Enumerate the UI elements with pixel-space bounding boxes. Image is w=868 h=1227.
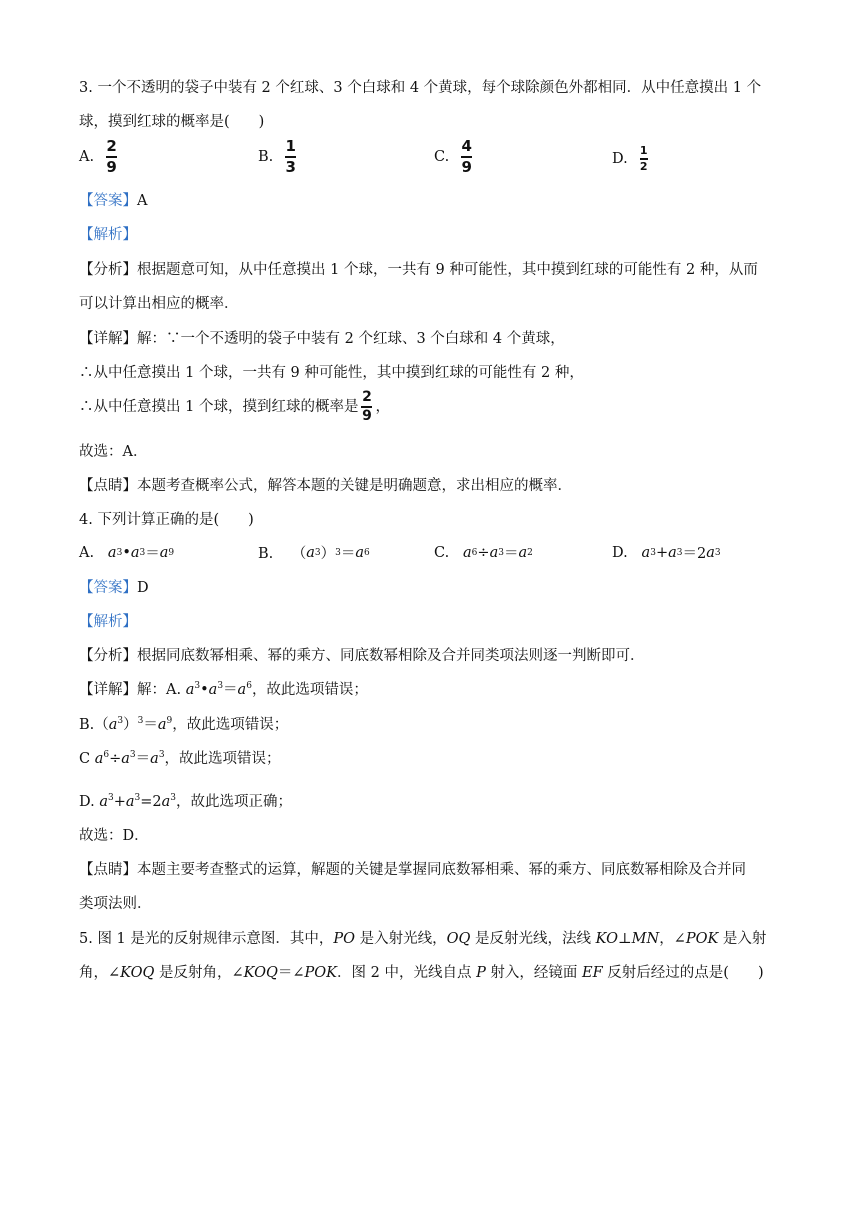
math-oq: OQ <box>446 931 471 947</box>
q3-fenxi-line2: 可以计算出相应的概率． <box>79 296 239 312</box>
q5-stem-line2 <box>79 961 764 982</box>
fenxi-text: 根据题意可知，从中任意摸出 1 个球，一共有 9 种可能性，其中摸到红球的可能性有 2 种，从而 <box>137 262 758 278</box>
fraction-denominator: 9 <box>106 157 117 176</box>
q3-choose: 故选：A． <box>79 444 148 460</box>
q3-xiangjie-line1 <box>79 327 565 348</box>
perp-symbol: ⊥ <box>618 931 632 947</box>
math-p: P <box>476 965 486 981</box>
b-comment: ，故此选项错误； <box>172 717 289 733</box>
xiangjie-tag: 【详解】 <box>79 682 137 698</box>
q4-analysis-tag: 【解析】 <box>79 614 137 630</box>
fraction-denominator: 9 <box>362 407 372 424</box>
option-label: B. <box>258 148 274 165</box>
step3-text: ∴从中任意摸出 1 个球，摸到红球的概率是 <box>79 398 359 415</box>
math-po: PO <box>333 931 356 947</box>
q3-option-a <box>79 138 117 176</box>
dianjing-text: 本题主要考查整式的运算，解题的关键是掌握同底数幂相乘、幂的乘方、同底数幂相除及合并同 <box>137 862 746 878</box>
math-pok: POK <box>304 965 337 981</box>
answer-tag: 【答案】 <box>79 580 137 596</box>
fraction-denominator: 9 <box>461 157 472 176</box>
fraction-numerator: 4 <box>461 137 472 155</box>
q3-answer <box>79 189 147 210</box>
text: 角，∠ <box>79 965 121 981</box>
text: 是反射角，∠ <box>154 965 244 981</box>
text: 射入，经镜面 <box>485 965 583 981</box>
c-comment: ，故此选项错误； <box>164 751 281 767</box>
math-koq: KOQ <box>243 965 278 981</box>
q4-fenxi <box>79 644 645 665</box>
q3-analysis-tag: 【解析】 <box>79 227 137 243</box>
math-ko: KO <box>595 931 618 947</box>
option-label: D. <box>612 150 628 167</box>
text: 是入射光线， <box>355 931 447 947</box>
q4-answer <box>79 576 149 597</box>
q3-stem-line1: 3. 一个不透明的袋子中装有 2 个红球、3 个白球和 4 个黄球，每个球除颜色外都相同．从中任意摸出 1 个 <box>79 80 762 96</box>
q4-stem: 4. 下列计算正确的是( ) <box>79 512 254 528</box>
q3-step3 <box>79 390 390 424</box>
a-comment: ，故此选项错误； <box>251 682 368 698</box>
fraction-numerator: 2 <box>362 389 372 405</box>
q4-option-d: D. a 3 + a 3 ＝2 a 3 <box>612 544 721 562</box>
q3-option-d <box>612 145 648 173</box>
fraction <box>361 390 372 424</box>
q3-option-c <box>434 138 472 176</box>
fraction-denominator: 2 <box>639 159 648 173</box>
fraction-numerator: 1 <box>639 144 648 157</box>
d-comment: ，故此选项正确； <box>176 794 293 810</box>
math-koq: KOQ <box>120 965 155 981</box>
q3-fenxi-line1 <box>79 258 758 279</box>
math-ef: EF <box>582 965 603 981</box>
text: 是反射光线，法线 <box>470 931 596 947</box>
text: 反射后经过的点是( ) <box>602 965 764 981</box>
q4-option-c: C. a 6 ÷ a 3 ＝ a 2 <box>434 544 533 562</box>
jie-text: 解： <box>137 682 166 698</box>
q3-option-b <box>258 138 296 176</box>
text: 5. 图 1 是光的反射规律示意图．其中， <box>79 931 334 947</box>
math-mn: MN <box>631 931 660 947</box>
q4-option-a: A. a 3 • a 3 ＝ a 9 <box>79 544 175 562</box>
q3-dianjing <box>79 474 572 495</box>
fraction <box>285 138 296 176</box>
fraction <box>106 138 117 176</box>
text: 是入射 <box>718 931 767 947</box>
q4-xiangjie-c: C $a^6\div a^3=a^3$，故此选项错误； <box>79 750 281 767</box>
q5-stem-line1 <box>79 927 766 948</box>
answer-value: A <box>137 193 148 209</box>
q4-choose: 故选：D． <box>79 828 149 844</box>
fraction <box>461 138 472 176</box>
q4-xiangjie-d: D. $a^3+a^3=2a^3$，故此选项正确； <box>79 793 293 810</box>
xiangjie-text: 解：∵一个不透明的袋子中装有 2 个红球、3 个白球和 4 个黄球， <box>137 331 565 347</box>
text: ，∠ <box>659 931 686 947</box>
option-label: A. <box>79 148 95 165</box>
dianjing-text: 本题考查概率公式，解答本题的关键是明确题意，求出相应的概率． <box>137 478 572 494</box>
fraction-numerator: 2 <box>106 137 117 155</box>
xiangjie-tag: 【详解】 <box>79 331 137 347</box>
text: ．图 2 中，光线自点 <box>337 965 477 981</box>
fraction-numerator: 1 <box>285 137 296 155</box>
answer-tag: 【答案】 <box>79 193 137 209</box>
option-label: C. <box>434 148 450 165</box>
q3-step2: ∴从中任意摸出 1 个球，一共有 9 种可能性，其中摸到红球的可能性有 2 种， <box>79 365 584 381</box>
answer-value: D <box>137 580 149 596</box>
fenxi-tag: 【分析】 <box>79 648 137 664</box>
dianjing-tag: 【点睛】 <box>79 478 137 494</box>
fenxi-tag: 【分析】 <box>79 262 137 278</box>
text: ＝∠ <box>277 965 305 981</box>
math-pok: POK <box>685 931 719 947</box>
fraction <box>640 145 648 173</box>
q4-xiangjie-b: $B.(a^3)^3=a^9$，故此选项错误； <box>79 716 289 733</box>
q4-option-b: B. （ a 3 ） 3 ＝ a 6 <box>258 544 370 562</box>
q3-stem-line2: 球，摸到红球的概率是( ) <box>79 114 265 130</box>
q4-xiangjie-a: 【详解】解：A. $a^3•a^3=a^6$，故此选项错误； <box>79 681 368 698</box>
q4-dianjing-line1 <box>79 858 746 879</box>
step3-punct: ， <box>375 398 390 415</box>
dianjing-tag: 【点睛】 <box>79 862 137 878</box>
fenxi-text: 根据同底数幂相乘、幂的乘方、同底数幂相除及合并同类项法则逐一判断即可． <box>137 648 645 664</box>
q4-dianjing-line2: 类项法则． <box>79 896 152 912</box>
fraction-denominator: 3 <box>285 157 296 176</box>
